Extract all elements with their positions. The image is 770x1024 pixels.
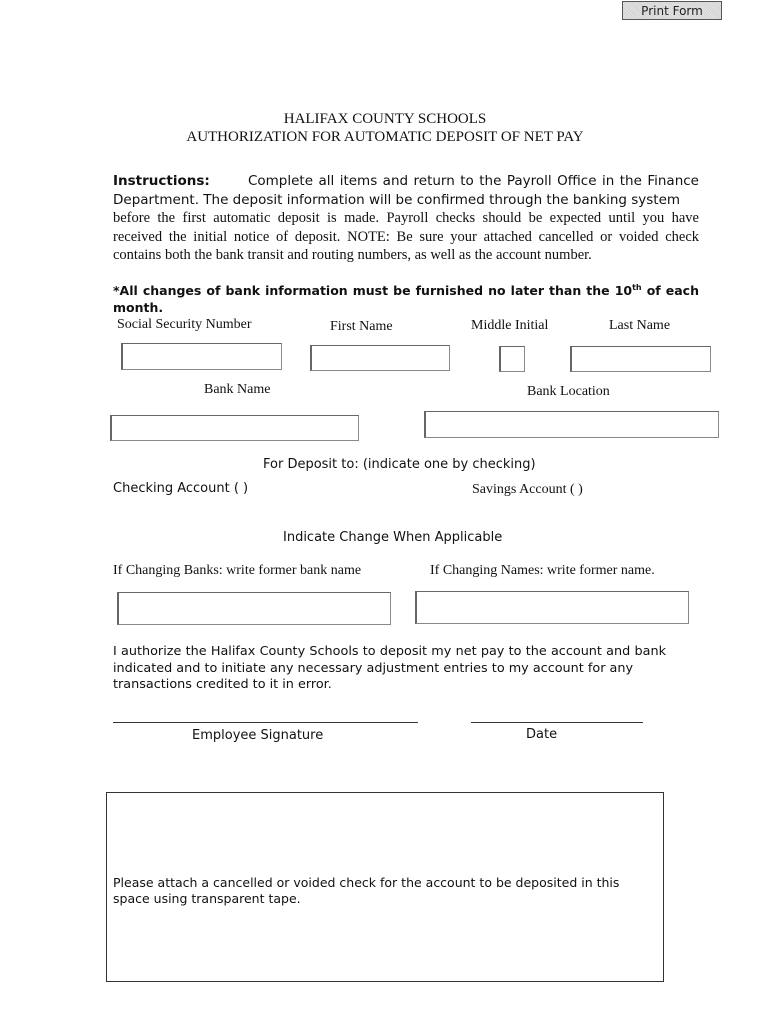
form-title: AUTHORIZATION FOR AUTOMATIC DEPOSIT OF NET PAY — [186, 129, 584, 145]
instructions-line1: Complete all items and return to the Payroll Office in the Finance — [247, 173, 699, 189]
print-form-button[interactable]: Print Form — [622, 1, 722, 20]
middle-initial-label: Middle Initial — [471, 318, 549, 333]
ssn-field[interactable] — [121, 343, 282, 370]
savings-account-option[interactable]: Savings Account ( ) — [472, 482, 583, 497]
deposit-heading: For Deposit to: (indicate one by checking) — [263, 457, 536, 472]
school-title: HALIFAX COUNTY SCHOOLS — [283, 111, 487, 127]
authorization-line1: I authorize the Halifax County Schools to deposit my net pay to the account and bank — [113, 644, 666, 659]
authorization-paragraph — [113, 644, 666, 694]
former-name-field[interactable] — [415, 591, 689, 624]
instructions-line2: Department. The deposit information will be confirmed through the banking system — [113, 191, 681, 208]
first-name-label: First Name — [330, 319, 393, 334]
bank-change-note-text: *All changes of bank information must be furnished no later than the 10 — [113, 283, 633, 299]
employee-signature-line[interactable] — [113, 722, 418, 723]
instructions-paragraph — [113, 172, 699, 265]
bank-change-note-tail: of each month. — [113, 283, 699, 316]
date-line[interactable] — [471, 722, 643, 723]
change-heading: Indicate Change When Applicable — [283, 530, 503, 545]
last-name-label: Last Name — [609, 318, 671, 333]
employee-signature-label: Employee Signature — [192, 728, 324, 743]
last-name-field[interactable] — [570, 346, 711, 372]
authorization-line3: transactions credited to it in error. — [113, 677, 332, 692]
instructions-label: Instructions: — [113, 173, 210, 189]
former-bank-field[interactable] — [117, 592, 391, 625]
middle-initial-field[interactable] — [499, 346, 525, 372]
authorization-line2: indicated and to initiate any necessary adjustment entries to my account for any — [113, 660, 634, 676]
former-name-label: If Changing Names: write former name. — [430, 563, 655, 578]
check-attachment-instructions: Please attach a cancelled or voided check for the account to be deposited in this space using transparent tape. — [113, 875, 620, 906]
date-label: Date — [526, 727, 558, 742]
bank-location-label: Bank Location — [527, 384, 610, 399]
first-name-field[interactable] — [310, 345, 450, 371]
bank-name-field[interactable] — [110, 415, 359, 441]
bank-change-note-sup: th — [632, 283, 642, 292]
ssn-label: Social Security Number — [117, 317, 252, 332]
bank-location-field[interactable] — [424, 411, 719, 438]
bank-change-note — [113, 279, 699, 316]
instructions-body: before the first automatic deposit is made. Payroll checks should be expected until you have received the initial notice of deposit. NOTE: Be sure your attached cancelled or voided check contains both the bank transit and routing numbers, as well as the account number. — [113, 210, 699, 264]
former-bank-label: If Changing Banks: write former bank name — [113, 563, 362, 578]
checking-account-option[interactable]: Checking Account ( ) — [113, 481, 249, 496]
bank-name-label: Bank Name — [204, 382, 271, 397]
